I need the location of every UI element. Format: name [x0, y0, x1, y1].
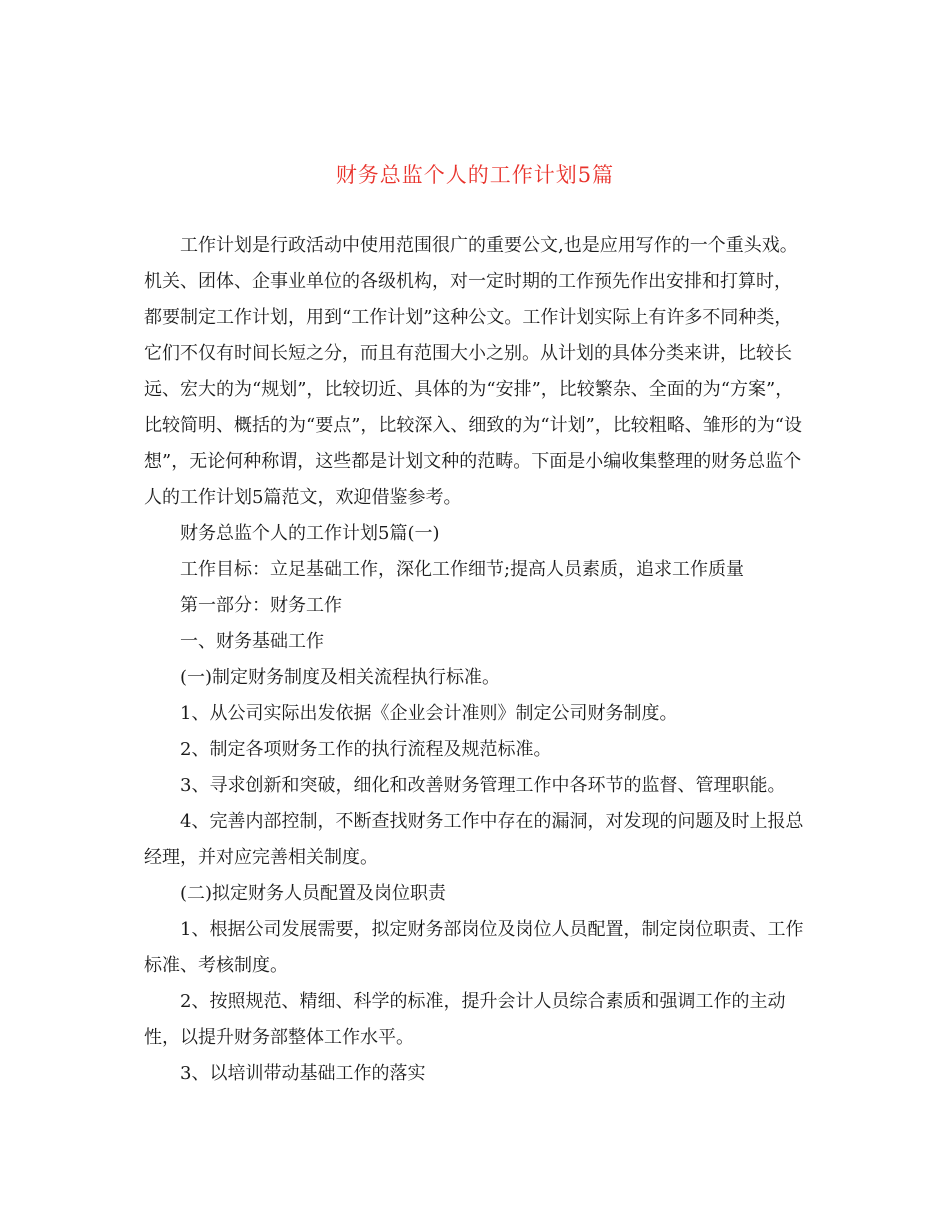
item-heading: (一)制定财务制度及相关流程执行标准。: [180, 667, 501, 688]
list-item: 3、以培训带动基础工作的落实: [180, 1063, 426, 1084]
list-item: 2、按照规范、精细、科学的标准，提升会计人员综合素质和强调工作的主动性，以提升财务部整体工作水平。: [144, 991, 786, 1048]
work-goal: 工作目标：立足基础工作，深化工作细节;提高人员素质，追求工作质量: [180, 559, 745, 580]
intro-paragraph: 工作计划是行政活动中使用范围很广的重要公文,也是应用写作的一个重头戏。机关、团体、企事业单位的各级机构，对一定时期的工作预先作出安排和打算时，都要制定工作计划，用到“工作计划”这种公文。工作计划实际上有许多不同种类，它们不仅有时间长短之分，而且有范围大小之别。从计划的具体分类来讲，比较长远、宏大的为“规划”，比较切近、具体的为“安排”，比较繁杂、全面的为“方案”，比较简明、概括的为“要点”，比较深入、细致的为“计划”，比较粗略、雏形的为“设想”，无论何种称谓，这些都是计划文种的范畴。下面是小编收集整理的财务总监个人的工作计划5篇范文，欢迎借鉴参考。: [144, 235, 803, 508]
document-title: 财务总监个人的工作计划5篇: [335, 163, 615, 188]
list-item: 2、制定各项财务工作的执行流程及规范标准。: [180, 739, 552, 760]
subsection-heading: 一、财务基础工作: [180, 631, 324, 652]
section-heading: 财务总监个人的工作计划5篇(一): [180, 523, 440, 544]
document-body: [144, 228, 808, 1092]
item-heading: (二)拟定财务人员配置及岗位职责: [180, 883, 447, 904]
list-item: 4、完善内部控制，不断查找财务工作中存在的漏洞，对发现的问题及时上报总经理，并对应完善相关制度。: [144, 811, 804, 868]
list-item: 3、寻求创新和突破，细化和改善财务管理工作中各环节的监督、管理职能。: [180, 775, 786, 796]
list-item: 1、根据公司发展需要，拟定财务部岗位及岗位人员配置，制定岗位职责、工作标准、考核制度。: [144, 919, 804, 976]
list-item: 1、从公司实际出发依据《企业会计准则》制定公司财务制度。: [180, 703, 678, 724]
part-heading: 第一部分：财务工作: [180, 595, 342, 616]
